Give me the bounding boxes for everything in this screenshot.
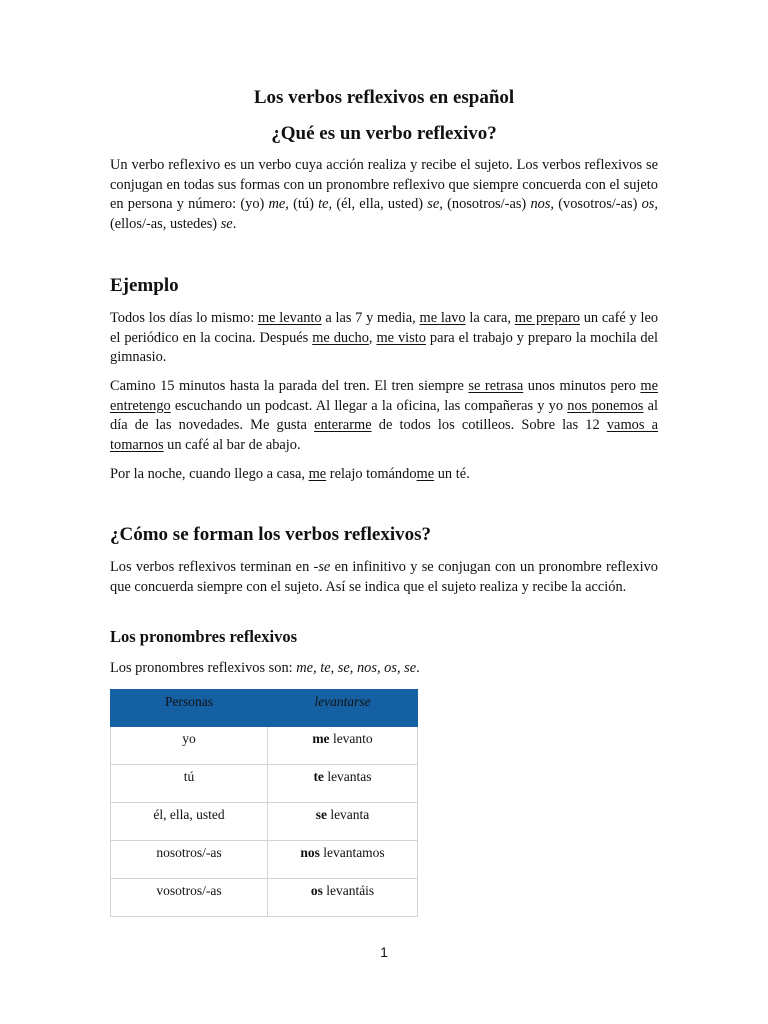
ejemplo-heading: Ejemplo (110, 275, 179, 296)
table-cell-conjugation: se levanta (268, 803, 418, 841)
section-title-what-is: ¿Qué es un verbo reflexivo? (271, 123, 497, 144)
table-cell-conjugation: nos levantamos (268, 841, 418, 879)
page-title: Los verbos reflexivos en español (253, 87, 515, 108)
table-cell-persona: yo (111, 727, 268, 765)
conjugation-table (110, 689, 418, 917)
table-cell-persona: tú (111, 765, 268, 803)
table-row (111, 727, 418, 765)
table-cell-conjugation: te levantas (268, 765, 418, 803)
table-cell-conjugation: me levanto (268, 727, 418, 765)
ejemplo-paragraph-2: Camino 15 minutos hasta la parada del tren. El tren siempre se retrasa unos minutos pero me entretengo escuchando un podcast. Al llegar a la oficina, las compañeras y yo nos ponemos al día de las novedades. Me gusta enterarme de todos los cotilleos. Sobre las 12 vamos a tomarnos un café al bar de abajo. (110, 378, 658, 453)
formacion-heading: ¿Cómo se forman los verbos reflexivos? (110, 524, 432, 545)
table-row (111, 765, 418, 803)
table-header-personas: Personas (111, 690, 268, 727)
table-cell-persona: vosotros/-as (111, 879, 268, 917)
intro-paragraph: Un verbo reflexivo es un verbo cuya acción realiza y recibe el sujeto. Los verbos reflexivos se conjugan en todas sus formas con un pronombre reflexivo que siempre concuerda con el sujeto en persona y número: (yo) me, (tú) te, (él, ella, usted) se, (nosotros/-as) nos, (vosotros/-as) os, (ellos/-as, ustedes) se. (110, 157, 658, 232)
table-cell-persona: nosotros/-as (111, 841, 268, 879)
ejemplo-paragraph-1: Todos los días lo mismo: me levanto a las 7 y media, me lavo la cara, me preparo un café y leo el periódico en la cocina. Después me ducho, me visto para el trabajo y preparo la mochila del gimnasio. (110, 310, 659, 366)
table-row (111, 841, 418, 879)
pronombres-paragraph: Los pronombres reflexivos son: me, te, se, nos, os, se. (110, 660, 420, 676)
table-header-row (111, 690, 418, 727)
table-row (111, 803, 418, 841)
table-header-verb: levantarse (268, 690, 418, 727)
table-row (111, 879, 418, 917)
table-cell-conjugation: os levantáis (268, 879, 418, 917)
ejemplo-paragraph-3: Por la noche, cuando llego a casa, me relajo tomándome un té. (110, 466, 470, 482)
pronombres-heading: Los pronombres reflexivos (110, 627, 298, 646)
table-cell-persona: él, ella, usted (111, 803, 268, 841)
formacion-paragraph: Los verbos reflexivos terminan en -se en infinitivo y se conjugan con un pronombre reflexivo que concuerda siempre con el sujeto. Así se indica que el sujeto realiza y recibe la acción. (110, 559, 658, 595)
page-number: 1 (380, 944, 388, 960)
